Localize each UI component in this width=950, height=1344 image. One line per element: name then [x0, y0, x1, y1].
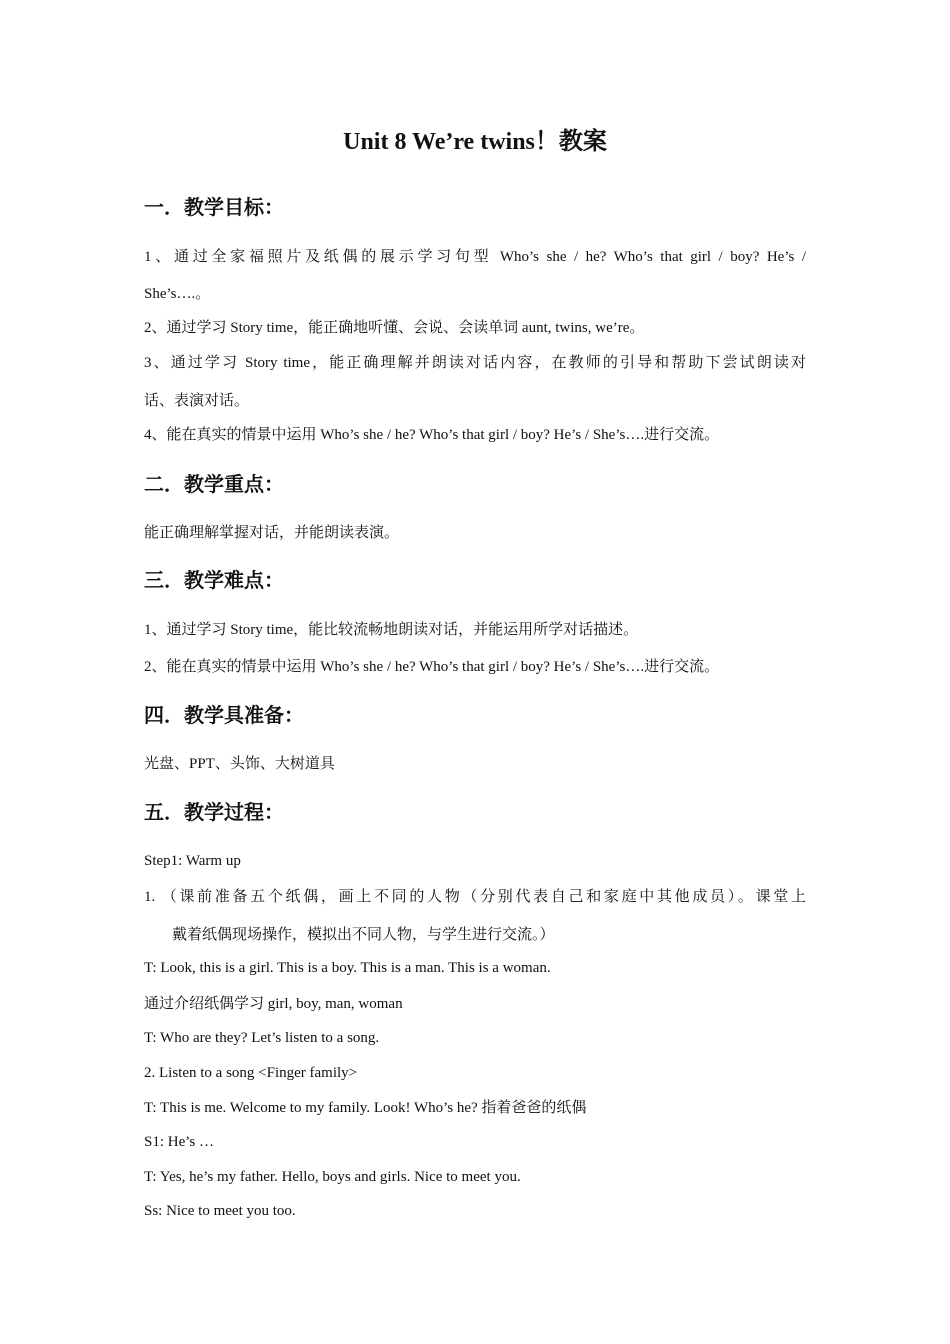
heading-objectives: 一．教学目标： [144, 197, 284, 219]
objective-item: 2、通过学习 Story time，能正确地听懂、会说、会读单词 aunt, twins, we’re。 [144, 320, 645, 336]
process-line: T: Yes, he’s my father. Hello, boys and girls. Nice to meet you. [144, 1169, 521, 1185]
process-line: 通过介绍纸偶学习 girl, boy, man, woman [144, 996, 403, 1012]
process-line: T: Who are they? Let’s listen to a song. [144, 1030, 380, 1046]
process-line-continued: 戴着纸偶现场操作，模拟出不同人物，与学生进行交流。） [172, 927, 555, 943]
process-line: Step1: Warm up [144, 853, 241, 869]
materials-text: 光盘、PPT、头饰、大树道具 [144, 756, 335, 772]
heading-materials: 四．教学具准备： [144, 705, 304, 727]
difficulty-item: 1、通过学习 Story time，能比较流畅地朗读对话，并能运用所学对话描述。 [144, 622, 639, 638]
process-line: T: Look, this is a girl. This is a boy. This is a man. This is a woman. [144, 960, 551, 976]
objective-item-continued: She’s….。 [144, 286, 211, 302]
objective-item-continued: 话、表演对话。 [144, 393, 250, 409]
objective-item: 1、通过全家福照片及纸偶的展示学习句型 Who’s she / he? Who’s that girl / boy? He’s / [144, 249, 806, 265]
key-points-text: 能正确理解掌握对话，并能朗读表演。 [144, 525, 400, 541]
heading-difficulties: 三．教学难点： [144, 570, 284, 592]
process-line: T: This is me. Welcome to my family. Look! Who’s he? 指着爸爸的纸偶 [144, 1100, 587, 1116]
document-title: Unit 8 We’re twins！教案 [343, 129, 607, 155]
process-line: 2. Listen to a song <Finger family> [144, 1065, 358, 1081]
difficulty-item: 2、能在真实的情景中运用 Who’s she / he? Who’s that girl / boy? He’s / She’s….进行交流。 [144, 659, 720, 675]
objective-item: 4、能在真实的情景中运用 Who’s she / he? Who’s that girl / boy? He’s / She’s….进行交流。 [144, 427, 720, 443]
heading-process: 五．教学过程： [144, 802, 284, 824]
process-line: Ss: Nice to meet you too. [144, 1203, 296, 1219]
objective-item: 3、通过学习 Story time，能正确理解并朗读对话内容，在教师的引导和帮助下尝试朗读对 [144, 355, 806, 371]
process-line: S1: He’s … [144, 1134, 215, 1150]
heading-key-points: 二．教学重点： [144, 474, 284, 496]
process-line: 1. （课前准备五个纸偶，画上不同的人物（分别代表自己和家庭中其他成员）。课堂上 [144, 889, 806, 905]
